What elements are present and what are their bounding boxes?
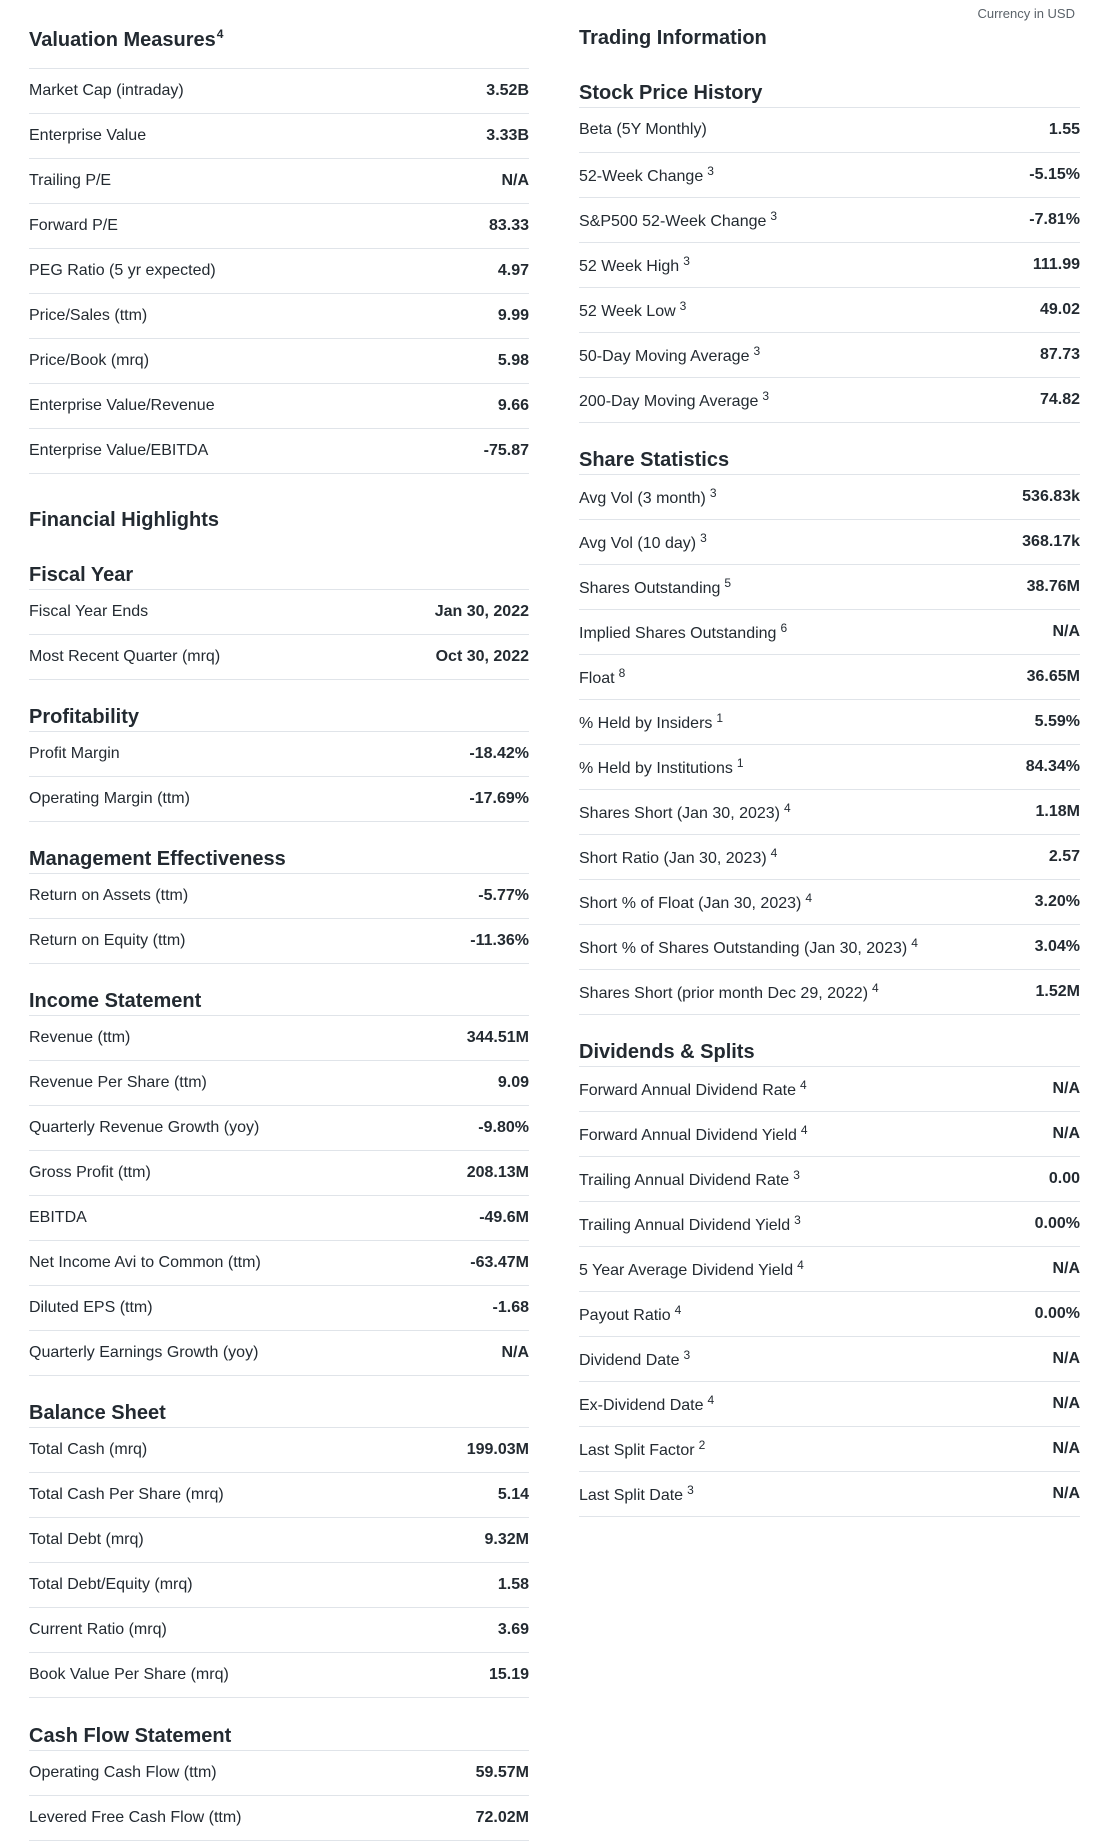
row-label-text: Book Value Per Share (mrq) [29,1666,229,1683]
table-row [579,1472,1080,1517]
row-value: 5.14 [497,1486,529,1503]
row-label [579,801,791,823]
row-label [29,1621,167,1639]
row-value: 3.04% [1034,938,1080,955]
row-label-text: 52-Week Change [579,168,704,185]
footnote-marker: 4 [674,1303,682,1317]
footnote-marker: 2 [698,1438,706,1452]
table-row [29,874,529,919]
row-label [29,1209,87,1227]
share-statistics-table [579,474,1080,1015]
row-value: N/A [1052,1440,1080,1457]
table-row [29,1196,529,1241]
row-value: 536.83k [1022,488,1080,505]
row-label [29,352,149,370]
row-label-text: 5 Year Average Dividend Yield [579,1262,794,1279]
balance-sheet-table [29,1427,529,1698]
row-label-text: Shares Short (Jan 30, 2023) [579,805,781,822]
row-value: N/A [501,172,529,189]
table-row [29,69,529,114]
table-row [579,153,1080,198]
row-value: 0.00% [1034,1215,1080,1232]
table-row [29,1331,529,1376]
row-label-text: Total Debt/Equity (mrq) [29,1576,193,1593]
footnote-marker: 3 [793,1168,800,1182]
balance-sheet-title: Balance Sheet [29,1402,166,1424]
table-row [29,159,529,204]
footnote-marker: 3 [709,486,717,500]
table-row [579,198,1080,243]
row-label [29,1299,153,1317]
row-value: Oct 30, 2022 [435,648,529,665]
row-label [579,531,707,553]
row-value: 5.59% [1034,713,1080,730]
cash-flow-statement-table [29,1750,529,1841]
row-value: 83.33 [488,217,529,234]
row-label [579,711,723,733]
row-label [579,209,777,231]
row-label-text: Net Income Avi to Common (ttm) [29,1254,261,1271]
income-statement-title: Income Statement [29,990,202,1012]
table-row [579,108,1080,153]
row-value: -49.6M [479,1209,529,1226]
row-label [29,172,111,190]
row-label [29,1119,259,1137]
row-label-text: EBITDA [29,1209,87,1226]
table-row [579,243,1080,288]
row-label [29,1576,193,1594]
trading-information-title: Trading Information [579,27,767,49]
row-label [579,344,760,366]
footnote-marker: 4 [911,936,918,950]
row-label-text: Implied Shares Outstanding [579,625,777,642]
row-value: 3.33B [486,127,529,144]
row-label [29,1809,242,1827]
dividends-splits-table [579,1066,1080,1517]
row-label [579,486,717,508]
table-row [579,378,1080,423]
row-label [29,397,215,415]
table-row [579,925,1080,970]
footnote-marker: 8 [618,666,626,680]
dividends-splits-title: Dividends & Splits [579,1041,755,1063]
row-label-text: 52 Week Low [579,303,676,320]
table-row [579,1202,1080,1247]
table-row [579,610,1080,655]
row-label [29,1764,217,1782]
footnote-marker: 3 [753,344,761,358]
table-row [29,1428,529,1473]
row-value: -75.87 [483,442,529,459]
footnote-marker: 3 [679,299,687,313]
valuation-measures-title: Valuation Measures$^4$ [29,27,224,51]
table-row [29,1796,529,1841]
row-label [579,121,707,139]
row-value: 1.55 [1048,121,1080,138]
row-label [579,1258,804,1280]
table-row [29,635,529,680]
row-value: 3.69 [497,1621,529,1638]
fiscal-year-table [29,589,529,680]
table-row [29,919,529,964]
table-row [29,384,529,429]
row-label [579,299,686,321]
row-label-text: 200-Day Moving Average [579,393,759,410]
row-label-text: Forward Annual Dividend Rate [579,1082,797,1099]
row-value: 208.13M [466,1164,529,1181]
row-value: 111.99 [1032,256,1080,273]
row-value: 38.76M [1026,578,1080,595]
row-label-text: Trailing Annual Dividend Rate [579,1172,790,1189]
income-statement-table [29,1015,529,1376]
row-value: 1.58 [497,1576,529,1593]
row-label-text: Trailing Annual Dividend Yield [579,1217,791,1234]
row-value: 0.00% [1034,1305,1080,1322]
row-value: N/A [501,1344,529,1361]
row-label-text: Return on Equity (ttm) [29,932,186,949]
footnote-marker: 3 [794,1213,801,1227]
table-row [29,1016,529,1061]
table-row [29,1608,529,1653]
footnote-marker: 4 [797,1258,804,1272]
row-value: 59.57M [475,1764,529,1781]
row-value: 1.52M [1035,983,1080,1000]
row-label [579,621,787,643]
table-row [29,1751,529,1796]
row-value: -63.47M [470,1254,529,1271]
table-row [579,970,1080,1015]
row-value: 1.18M [1035,803,1080,820]
row-label [29,1254,261,1272]
row-value: 9.66 [497,397,529,414]
row-label [579,164,714,186]
row-label-text: Operating Margin (ttm) [29,790,190,807]
row-label-text: Most Recent Quarter (mrq) [29,648,221,665]
table-row [29,114,529,159]
table-row [29,204,529,249]
row-value: 344.51M [466,1029,529,1046]
table-row [29,1151,529,1196]
table-row [579,790,1080,835]
table-row [579,288,1080,333]
row-value: -17.69% [469,790,529,807]
footnote-marker: 3 [700,531,707,545]
footnote-marker: 3 [687,1483,694,1497]
table-row [579,1382,1080,1427]
table-row [579,1067,1080,1112]
table-row [29,732,529,777]
table-row [579,655,1080,700]
row-label [29,1074,207,1092]
row-label-text: Beta (5Y Monthly) [579,121,707,138]
table-row [29,1241,529,1286]
table-row [579,880,1080,925]
row-label-text: Last Split Factor [579,1442,695,1459]
row-label [579,756,744,778]
row-label-text: Float [579,670,615,687]
row-value: N/A [1052,1350,1080,1367]
row-label-text: Revenue (ttm) [29,1029,131,1046]
row-value: 3.52B [486,82,529,99]
row-label-text: Operating Cash Flow (ttm) [29,1764,217,1781]
row-label-text: Current Ratio (mrq) [29,1621,167,1638]
row-label-text: Shares Short (prior month Dec 29, 2022) [579,985,869,1002]
row-label [579,1483,694,1505]
share-statistics-title: Share Statistics [579,449,730,471]
footnote-marker: 4 [805,891,813,905]
row-label-text: Trailing P/E [29,172,112,189]
row-label [579,1078,807,1100]
table-row [579,1292,1080,1337]
row-value: N/A [1052,1260,1080,1277]
row-label-text: Gross Profit (ttm) [29,1164,151,1181]
row-value: 368.17k [1022,533,1080,550]
row-label [579,1168,800,1190]
row-label [29,932,186,950]
row-label [579,1123,808,1145]
row-label-text: Total Cash Per Share (mrq) [29,1486,224,1503]
row-label-text: Short % of Float (Jan 30, 2023) [579,895,802,912]
table-row [579,700,1080,745]
row-label-text: Avg Vol (10 day) [579,535,697,552]
fiscal-year-title: Fiscal Year [29,564,134,586]
row-label-text: Ex-Dividend Date [579,1397,704,1414]
row-label [29,1486,224,1504]
table-row [579,745,1080,790]
row-label-text: Total Cash (mrq) [29,1441,148,1458]
footnote-marker: 6 [780,621,788,635]
valuation-table [29,68,529,474]
row-value: N/A [1052,1395,1080,1412]
row-value: -5.77% [478,887,529,904]
row-label [579,576,731,598]
row-label-text: Market Cap (intraday) [29,82,184,99]
profitability-title: Profitability [29,706,140,728]
row-label-text: Shares Outstanding [579,580,721,597]
row-value: -18.42% [469,745,529,762]
table-row [29,294,529,339]
row-value: -9.80% [478,1119,529,1136]
row-label-text: Avg Vol (3 month) [579,490,706,507]
table-row [29,777,529,822]
row-label [29,307,147,325]
row-label-text: Quarterly Revenue Growth (yoy) [29,1119,260,1136]
row-label-text: Short % of Shares Outstanding (Jan 30, 2023) [579,940,908,957]
table-row [29,1653,529,1698]
row-label-text: Revenue Per Share (ttm) [29,1074,207,1091]
row-value: -11.36% [470,932,529,949]
row-label [579,1393,714,1415]
footnote-marker: 4 [800,1078,807,1092]
row-value: 15.19 [488,1666,529,1683]
table-row [29,1106,529,1151]
row-label-text: Price/Sales (ttm) [29,307,148,324]
row-label [29,790,190,808]
row-label [29,1531,144,1549]
row-label-text: Profit Margin [29,745,120,762]
row-label [579,981,879,1003]
footnote-marker: 3 [762,389,770,403]
row-label-text: % Held by Insiders [579,715,713,732]
row-value: -1.68 [492,1299,529,1316]
table-row [29,429,529,474]
table-row [29,249,529,294]
table-row [29,1061,529,1106]
profitability-table [29,731,529,822]
row-value: -7.81% [1029,211,1080,228]
table-row [579,1337,1080,1382]
row-value: 2.57 [1048,848,1080,865]
row-label [579,846,777,868]
row-label-text: Return on Assets (ttm) [29,887,189,904]
row-label [579,1213,801,1235]
footnote-marker: 1 [736,756,744,770]
row-label-text: Price/Book (mrq) [29,352,150,369]
row-label-text: % Held by Institutions [579,760,733,777]
stock-price-history-title: Stock Price History [579,82,763,104]
footnote-marker: 4 [872,981,879,995]
row-value: N/A [1052,1485,1080,1502]
row-label [29,1164,151,1182]
row-label [29,262,216,280]
row-label [29,887,188,905]
financial-highlights-title: Financial Highlights [29,509,220,531]
row-label [579,389,769,411]
row-label-text: Enterprise Value/EBITDA [29,442,209,459]
row-label-text: Last Split Date [579,1487,684,1504]
row-value: -5.15% [1029,166,1080,183]
table-row [29,1286,529,1331]
row-label-text: Payout Ratio [579,1307,671,1324]
row-value: N/A [1052,1125,1080,1142]
table-row [29,1518,529,1563]
row-label [579,1303,681,1325]
table-row [579,1157,1080,1202]
table-row [29,1473,529,1518]
table-row [579,1112,1080,1157]
row-value: 9.09 [497,1074,529,1091]
footnote-marker: 4 [770,846,778,860]
row-label [29,442,208,460]
row-label [579,936,918,958]
row-value: 36.65M [1026,668,1080,685]
row-label [579,1438,705,1460]
row-value: 4.97 [497,262,529,279]
row-label [29,1029,130,1047]
row-label-text: 52 Week High [579,258,680,275]
table-row [579,1427,1080,1472]
row-value: 87.73 [1039,346,1080,363]
footnote-marker: 4 [800,1123,808,1137]
footnote-marker: 3 [707,164,714,178]
row-label [579,666,625,688]
row-value: N/A [1052,623,1080,640]
table-row [579,475,1080,520]
row-value: 84.34% [1025,758,1080,775]
footnote-marker: 3 [770,209,778,223]
table-row [579,520,1080,565]
row-label [29,217,118,235]
table-row [579,1247,1080,1292]
management-effectiveness-table [29,873,529,964]
table-row [29,339,529,384]
row-value: 49.02 [1039,301,1080,318]
row-label-text: Total Debt (mrq) [29,1531,144,1548]
row-label [29,1441,147,1459]
row-label-text: Fiscal Year Ends [29,603,149,620]
row-value: N/A [1052,1080,1080,1097]
management-effectiveness-title: Management Effectiveness [29,848,286,870]
row-label [29,648,220,666]
footnote-marker: 4 [707,1393,715,1407]
row-label-text: Diluted EPS (ttm) [29,1299,153,1316]
footnote-marker: 1 [716,711,724,725]
row-label [29,745,120,763]
stock-price-history-table [579,107,1080,423]
row-value: 0.00 [1048,1170,1080,1187]
row-label-text: S&P500 52-Week Change [579,213,767,230]
row-label-text: Enterprise Value/Revenue [29,397,215,414]
row-value: Jan 30, 2022 [434,603,529,620]
row-label [579,891,812,913]
row-label [29,1344,258,1362]
footnote-marker: 4 [784,801,791,815]
table-row [579,565,1080,610]
row-label [579,254,690,276]
row-label [29,127,146,145]
table-row [579,333,1080,378]
row-label-text: Short Ratio (Jan 30, 2023) [579,850,767,867]
table-row [579,835,1080,880]
row-label [29,603,148,621]
footnote-marker: 3 [683,254,690,268]
row-label-text: Quarterly Earnings Growth (yoy) [29,1344,259,1361]
row-label-text: Enterprise Value [29,127,147,144]
footnote-marker: 3 [683,1348,691,1362]
footnote-marker: 5 [724,576,732,590]
row-label [29,82,184,100]
row-label [579,1348,690,1370]
table-row [29,1563,529,1608]
table-row [29,590,529,635]
row-label-text: Forward P/E [29,217,118,234]
row-value: 9.32M [484,1531,529,1548]
row-label-text: 50-Day Moving Average [579,348,750,365]
cash-flow-statement-title: Cash Flow Statement [29,1725,232,1747]
row-value: 5.98 [497,352,529,369]
row-label-text: Forward Annual Dividend Yield [579,1127,797,1144]
row-label-text: Dividend Date [579,1352,680,1369]
currency-note: Currency in USD [977,6,1075,21]
row-label [29,1666,229,1684]
row-value: 199.03M [466,1441,529,1458]
row-value: 72.02M [475,1809,529,1826]
row-label-text: Levered Free Cash Flow (ttm) [29,1809,242,1826]
row-value: 3.20% [1034,893,1080,910]
row-label-text: PEG Ratio (5 yr expected) [29,262,216,279]
row-value: 74.82 [1039,391,1080,408]
row-value: 9.99 [497,307,529,324]
